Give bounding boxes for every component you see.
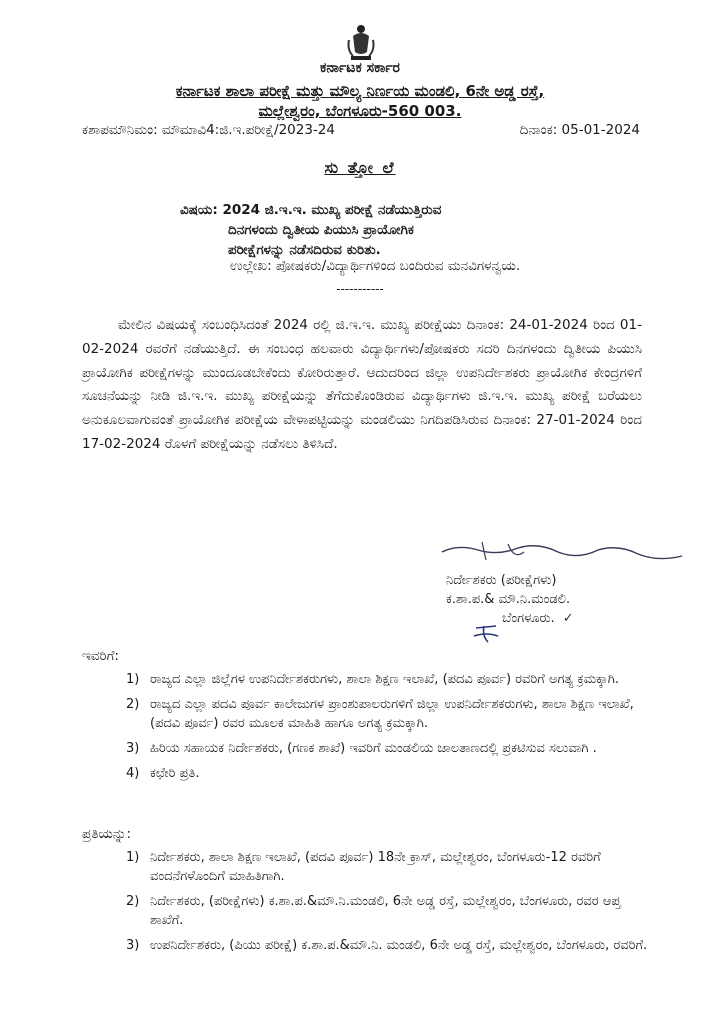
signatory-title: ನಿರ್ದೇಶಕರು (ಪರೀಕ್ಷೆಗಳು) bbox=[446, 573, 557, 588]
list-item bbox=[82, 764, 652, 783]
list-item bbox=[82, 695, 652, 733]
list-item bbox=[82, 670, 652, 689]
subject-line2: ದಿನಗಳಂದು ದ್ವಿತೀಯ ಪಿಯುಸಿ ಪ್ರಾಯೋಗಿಕ bbox=[228, 222, 414, 238]
list-item-text: ಕಛೇರಿ ಪ್ರತಿ. bbox=[150, 766, 200, 781]
list-item-text: ಹಿರಿಯ ಸಹಾಯಕ ನಿರ್ದೇಶಕರು, (ಗಣಕ ಶಾಖೆ) ಇವರಿಗೆ ಮಂಡಲಿಯ ಜಾಲತಾಣದಲ್ಲಿ ಪ್ರಕಟಿಸುವ ಸಲುವಾಗಿ . bbox=[150, 741, 597, 756]
body-paragraph: ಮೇಲಿನ ವಿಷಯಕ್ಕೆ ಸಂಬಂಧಿಸಿದಂತೆ 2024 ರಲ್ಲಿ ಜಿ.ಇ.ಇ. ಮುಖ್ಯ ಪರೀಕ್ಷೆಯು ದಿನಾಂಕ: 24-01-2024 ರಿಂದ 01-02-2024 ರವರೆಗೆ ನಡೆಯುತ್ತಿದೆ. ಈ ಸಂಬಂಧ ಹಲವಾರು ವಿದ್ಯಾರ್ಥಿಗಳು/ಪೋಷಕರು ಸದರಿ ದಿನಗಳಂದು ದ್ವಿತೀಯ ಪಿಯುಸಿ ಪ್ರಾಯೋಗಿಕ ಪರೀಕ್ಷೆಗಳನ್ನು ಮುಂದೂಡಬೇಕೆಂದು ಕೋರಿರುತ್ತಾರೆ. ಆದುದರಿಂದ ಜಿಲ್ಲಾ ಉಪನಿರ್ದೇಶಕರು ಪ್ರಾಯೋಗಿಕ ಕೇಂದ್ರಗಳಿಗೆ ಸೂಚನೆಯನ್ನು ನೀಡಿ ಜಿ.ಇ.ಇ. ಮುಖ್ಯ ಪರೀಕ್ಷೆಯನ್ನು ತೆಗೆದುಕೊಂಡಿರುವ ವಿದ್ಯಾರ್ಥಿಗಳು ಜಿ.ಇ.ಇ. ಮುಖ್ಯ ಪರೀಕ್ಷೆ ಬರೆಯಲು ಅನುಕೂಲವಾಗುವಂತೆ ಪ್ರಾಯೋಗಿಕ ಪರೀಕ್ಷೆಯ ವೇಳಾಪಟ್ಟಿಯನ್ನು ಮಂಡಲಿಯು ನಿಗದಿಪಡಿಸಿರುವ ದಿನಾಂಕ: 27-01-2024 ರಿಂದ 17-02-2024 ರೊಳಗೆ ಪರೀಕ್ಷೆಯನ್ನು ನಡೆಸಲು ತಿಳಿಸಿದೆ. bbox=[82, 317, 642, 452]
to-label: ಇವರಿಗೆ: bbox=[82, 648, 119, 664]
list-item-text: ನಿರ್ದೇಶಕರು, ಶಾಲಾ ಶಿಕ್ಷಣ ಇಲಾಖೆ, (ಪದವಿ ಪೂರ್ವ) 18ನೇ ಕ್ರಾಸ್, ಮಲ್ಲೇಶ್ವರಂ, ಬೆಂಗಳೂರು-12 ರವರಿಗೆ ವಂದನೆಗಳೊಂದಿಗೆ ಮಾಹಿತಿಗಾಗಿ. bbox=[150, 850, 601, 884]
separator: ----------- bbox=[336, 282, 384, 296]
reference-number: ಕಶಾಪಮೌನಿಮಂ: ಮೌಮಾವಿ4:ಜಿ.ಇ.ಪರೀಕ್ಷೆ/2023-24 bbox=[82, 122, 335, 138]
list-item-text: ರಾಜ್ಯದ ಎಲ್ಲಾ ಜಿಲ್ಲೆಗಳ ಉಪನಿರ್ದೇಶಕರುಗಳು, ಶಾಲಾ ಶಿಕ್ಷಣ ಇಲಾಖೆ, (ಪದವಿ ಪೂರ್ವ) ರವರಿಗೆ ಅಗತ್ಯ ಕ್ರಮಕ್ಕಾಗಿ. bbox=[150, 672, 620, 687]
signatory-city: ಬೆಂಗಳೂರು. ✓ bbox=[502, 611, 574, 626]
board-name-line1: ಕರ್ನಾಟಕ ಶಾಲಾ ಪರೀಕ್ಷೆ ಮತ್ತು ಮೌಲ್ಯ ನಿರ್ಣಯ ಮಂಡಲಿ, 6ನೇ ಅಡ್ಡ ರಸ್ತೆ, bbox=[175, 82, 545, 100]
list-item bbox=[82, 936, 652, 955]
circular-title: ಸು ತ್ತೋ ಲೆ bbox=[324, 158, 396, 177]
subject-line1: ವಿಷಯ: 2024 ಜಿ.ಇ.ಇ. ಮುಖ್ಯ ಪರೀಕ್ಷೆ ನಡೆಯುತ್ತಿರುವ bbox=[180, 202, 442, 218]
list-item-number: 2) bbox=[126, 697, 140, 712]
list-item-number: 3) bbox=[126, 938, 140, 953]
list-item bbox=[82, 739, 652, 758]
karnataka-emblem-icon bbox=[343, 22, 379, 62]
subject-line3: ಪರೀಕ್ಷೆಗಳನ್ನು ನಡೆಸದಿರುವ ಕುರಿತು. bbox=[228, 242, 381, 258]
document-date: ದಿನಾಂಕ: 05-01-2024 bbox=[519, 122, 640, 138]
list-item-number: 1) bbox=[126, 672, 140, 687]
list-item-text: ನಿರ್ದೇಶಕರು, (ಪರೀಕ್ಷೆಗಳು) ಕ.ಶಾ.ಪ.&ಮೌ.ನಿ.ಮಂಡಲಿ, 6ನೇ ಅಡ್ಡ ರಸ್ತೆ, ಮಲ್ಲೇಶ್ವರಂ, ಬೆಂಗಳೂರು, ರವರ ಆಪ್ತ ಶಾಖೆಗೆ. bbox=[150, 894, 621, 928]
tick-mark: ✓ bbox=[562, 611, 574, 626]
list-item-number: 3) bbox=[126, 741, 140, 756]
list-item-number: 1) bbox=[126, 850, 140, 865]
reference-line: ಉಲ್ಲೇಖ: ಪೋಷಕರು/ವಿದ್ಯಾರ್ಥಿಗಳಿಂದ ಬಂದಿರುವ ಮನವಿಗಳನ್ವಯ. bbox=[230, 258, 521, 274]
copy-list bbox=[82, 848, 652, 961]
copy-label: ಪ್ರತಿಯನ್ನು: bbox=[82, 826, 132, 842]
initials-mark bbox=[472, 622, 512, 646]
board-name-line2: ಮಲ್ಲೇಶ್ವರಂ, ಬೆಂಗಳೂರು-560 003. bbox=[258, 102, 462, 120]
list-item bbox=[82, 892, 652, 930]
list-item-number: 4) bbox=[126, 766, 140, 781]
list-item-text: ರಾಜ್ಯದ ಎಲ್ಲಾ ಪದವಿ ಪೂರ್ವ ಕಾಲೇಜುಗಳ ಪ್ರಾಂಶುಪಾಲರುಗಳಿಗೆ ಜಿಲ್ಲಾ ಉಪನಿರ್ದೇಶಕರುಗಳು, ಶಾಲಾ ಶಿಕ್ಷಣ ಇಲಾಖೆ, (ಪದವಿ ಪೂರ್ವ) ರವರ ಮೂಲಕ ಮಾಹಿತಿ ಹಾಗೂ ಅಗತ್ಯ ಕ್ರಮಕ್ಕಾಗಿ. bbox=[150, 697, 634, 731]
subject-block bbox=[180, 200, 640, 260]
list-item bbox=[82, 848, 652, 886]
recipient-list bbox=[82, 670, 652, 789]
list-item-text: ಉಪನಿರ್ದೇಶಕರು, (ಪಿಯು ಪರೀಕ್ಷೆ) ಕ.ಶಾ.ಪ.&ಮೌ.ನಿ. ಮಂಡಲಿ, 6ನೇ ಅಡ್ಡ ರಸ್ತೆ, ಮಲ್ಲೇಶ್ವರಂ, ಬೆಂಗಳೂರು, ರವರಿಗೆ. bbox=[150, 938, 648, 953]
government-name: ಕರ್ನಾಟಕ ಸರ್ಕಾರ bbox=[320, 60, 400, 76]
signatory-office: ಕ.ಶಾ.ಪ.& ಮೌ.ನಿ.ಮಂಡಲಿ. bbox=[446, 592, 571, 607]
signature-block bbox=[446, 571, 574, 628]
list-item-number: 2) bbox=[126, 894, 140, 909]
handwritten-signature bbox=[438, 538, 688, 574]
